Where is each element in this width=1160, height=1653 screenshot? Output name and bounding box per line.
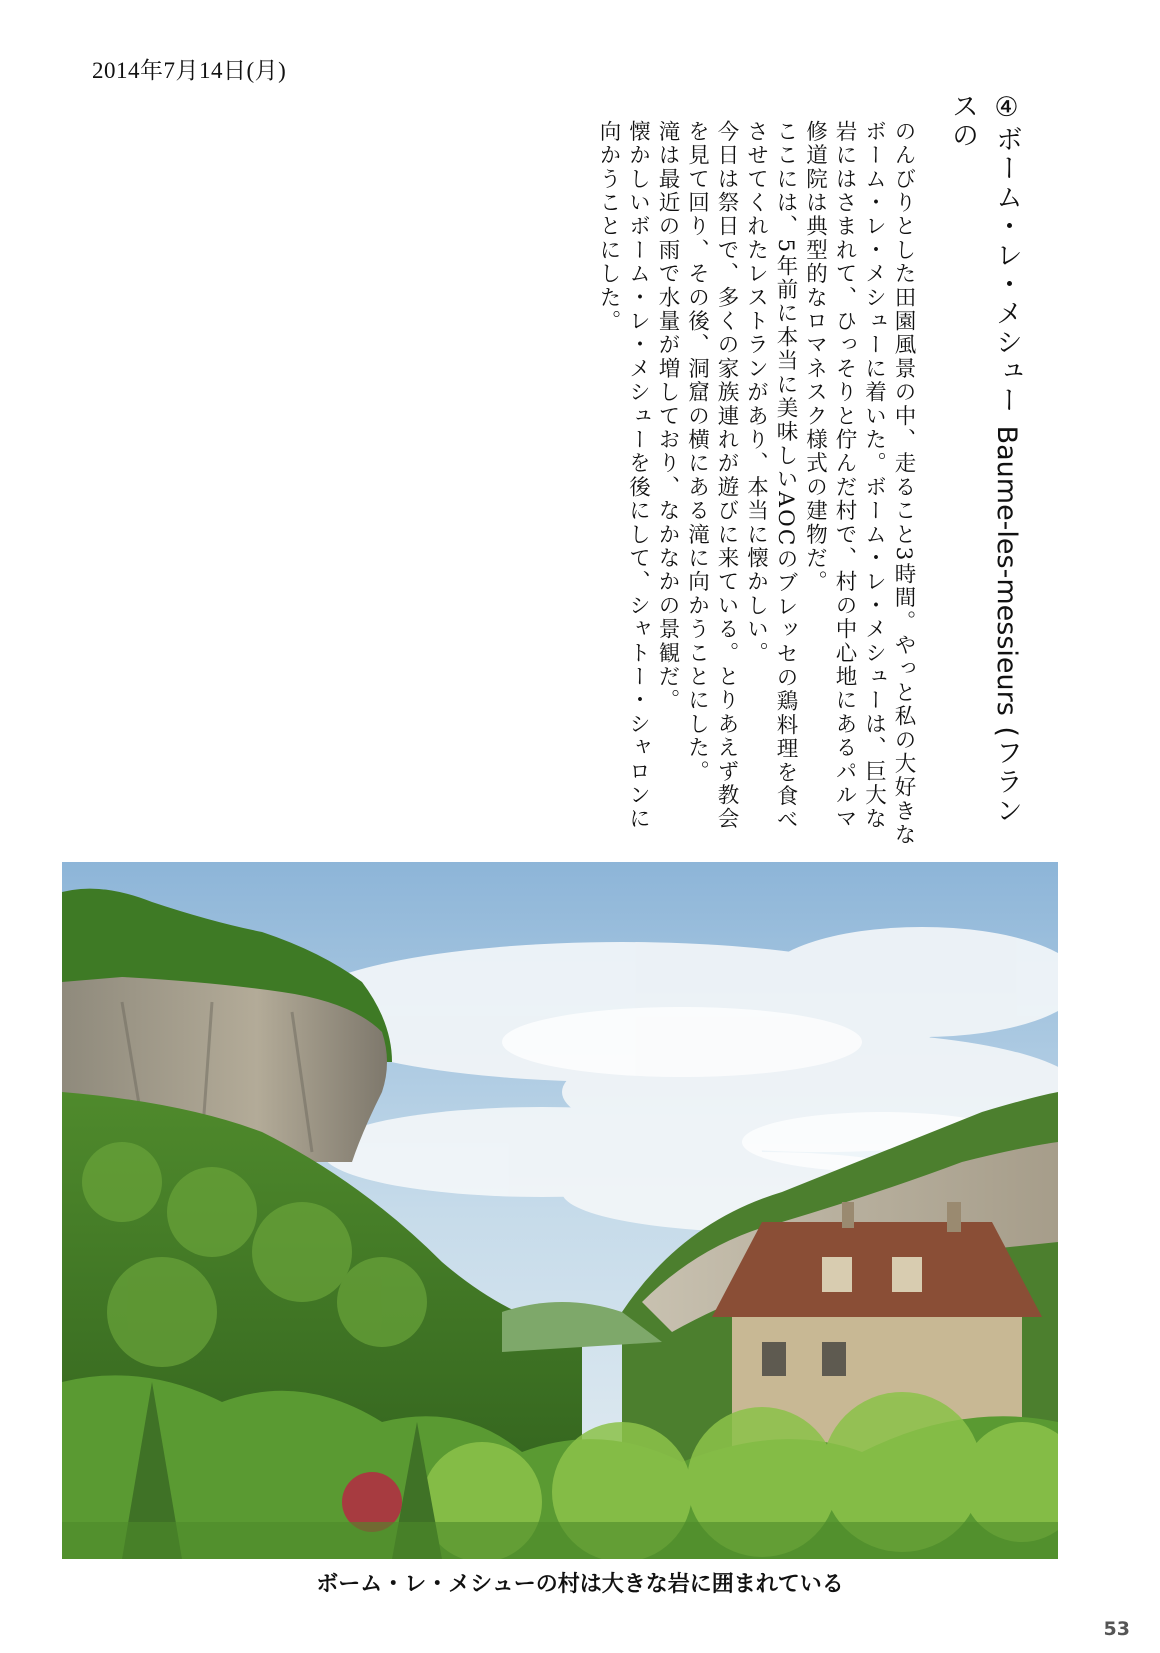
section-heading: [940, 92, 1028, 852]
page-number: 53: [1103, 1618, 1130, 1640]
photo-caption: ボーム・レ・メシューの村は大きな岩に囲まれている: [316, 1572, 844, 1597]
heading-latin: Baume-les-messieurs: [991, 425, 1022, 716]
vertical-text-block: [408, 92, 1028, 852]
paragraph-3: 今日は祭日で、多くの家族連れが遊びに来ている。とりあえず教会を見て回り、その後、洞窟の横にある滝に向かうことにした。: [684, 120, 739, 831]
heading-prefix: ④ボーム・レ・メシュー: [991, 92, 1022, 415]
heading-suffix: (フランスの: [947, 92, 1022, 826]
village-photo-illustration: [62, 862, 1058, 1559]
paragraph-4: 滝は最近の雨で水量が増しており、なかなかの景観だ。: [655, 120, 680, 713]
paragraph-5: 懐かしいボーム・レ・メシューを後にして、シャトー・シャロンに向かうことにした。: [596, 120, 651, 831]
page-date: 2014年7月14日(月): [92, 58, 287, 83]
paragraph-2: ここには、5年前に本当に美味しいAOCのブレッセの鶏料理を食べさせてくれたレストランがあり、本当に懐かしい。: [743, 120, 798, 832]
village-photo: [62, 862, 1058, 1559]
paragraph-1: のんびりとした田園風景の中、走ること3時間。やっと私の大好きなボーム・レ・メシューに着いた。ボーム・レ・メシューは、巨大な岩にはさまれて、ひっそりと佇んだ村で、村の中心地にあるパルマ修道院は典型的なロマネスク様式の建物だ。: [802, 120, 916, 847]
